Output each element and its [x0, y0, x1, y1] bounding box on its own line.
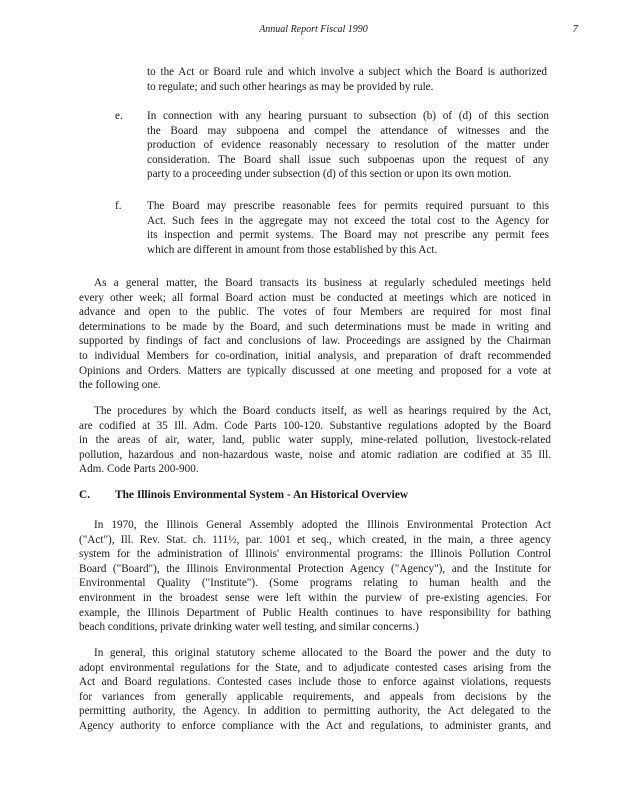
text-line: every other week; all formal Board action must be conducted at meetings which are noticed in	[79, 291, 551, 304]
text-line: the following one.	[79, 379, 161, 392]
running-header: Annual Report Fiscal 1990	[259, 24, 368, 35]
list-item-letter: f.	[115, 200, 122, 212]
section-heading	[79, 489, 408, 501]
section-title: The Illinois Environmental System - An Historical Overview	[115, 489, 409, 501]
text-line: for variances from generally applicable requirements, and appeals from decisions by the	[79, 690, 551, 703]
text-line: example, the Illinois Department of Public Health continues to have responsibility for bathing	[79, 606, 551, 619]
text-line: to individual Members for co-ordination, initial analysis, and preparation of draft recommended	[79, 349, 551, 362]
text-line: adopt environmental regulations for the State, and to adjudicate contested cases arising from the	[79, 661, 551, 674]
list-item-continuation	[147, 65, 547, 94]
paragraph-history	[79, 518, 551, 635]
section-letter: C.	[79, 489, 91, 501]
text-line: In general, this original statutory scheme allocated to the Board the power and the duty to	[94, 647, 551, 659]
text-line: Agency authority to enforce compliance with the Act and regulations, to administer grants, and	[79, 719, 551, 732]
text-line: which are different in amount from those established by this Act.	[147, 243, 438, 256]
text-line: system for the administration of Illinois' environmental programs: the Illinois Pollution Control	[79, 548, 551, 561]
text-line: As a general matter, the Board transacts its business at regularly scheduled meetings held	[94, 277, 551, 289]
text-line: In 1970, the Illinois General Assembly adopted the Illinois Environmental Protection Act	[94, 519, 551, 531]
text-line: are codified at 35 Ill. Adm. Code Parts 100-120. Substantive regulations adopted by the Board	[79, 419, 551, 432]
text-line: in the areas of air, water, land, public water supply, mine-related pollution, livestock-related	[79, 434, 551, 447]
text-line: consideration. The Board shall issue such subpoenas upon the request of any	[147, 153, 549, 166]
paragraph-procedures	[79, 404, 551, 477]
text-line: The Board may prescribe reasonable fees for permits required pursuant to this	[147, 200, 549, 212]
paragraph-general	[79, 646, 551, 734]
text-line: its inspection and permit systems. The Board may not prescribe any permit fees	[147, 229, 549, 242]
list-item-f	[147, 199, 549, 257]
text-line: The procedures by which the Board conducts itself, as well as hearings required by the Act,	[94, 405, 551, 417]
text-line: ("Act"), Ill. Rev. Stat. ch. 111½, par. 1001 et seq., which created, in the main, a three agency	[79, 533, 551, 546]
text-line: pollution, hazardous and non-hazardous waste, noise and atomic radiation are codified at 35 Ill.	[79, 448, 551, 461]
text-line: Environmental Quality ("Institute"). (Some programs relating to human health and the	[79, 577, 551, 590]
text-line: production of evidence reasonably necessary to resolution of the matter under	[147, 139, 549, 152]
list-item-e	[147, 109, 549, 182]
paragraph-general-matter	[79, 276, 551, 393]
text-line: Adm. Code Parts 200-900.	[79, 463, 199, 476]
text-line: Opinions and Orders. Matters are typically discussed at one meeting and proposed for a vote at	[79, 364, 551, 377]
text-line: In connection with any hearing pursuant to subsection (b) of (d) of this section	[147, 110, 549, 122]
text-line: beach conditions, private drinking water well testing, and similar concerns.)	[79, 621, 419, 634]
list-item-letter: e.	[115, 110, 123, 122]
text-line: Act. Such fees in the aggregate may not exceed the total cost to the Agency for	[147, 214, 549, 227]
text-line: to regulate; and such other hearings as may be provided by rule.	[147, 80, 434, 93]
text-line: to the Act or Board rule and which involve a subject which the Board is authorized	[147, 66, 547, 78]
text-line: Act and Board regulations. Contested cases include those to enforce against violations, requests	[79, 676, 551, 689]
text-line: Board ("Board"), the Illinois Environmental Protection Agency ("Agency"), and the Institute for	[79, 562, 551, 575]
text-line: permitting authority, the Agency. In addition to permitting authority, the Act delegated to the	[79, 705, 551, 718]
page-number: 7	[572, 23, 578, 35]
text-line: party to a proceeding under subsection (d) of this section or upon its own motion.	[147, 168, 512, 181]
text-line: environment in the broadest sense were left within the purview of pre-existing agencies. For	[79, 591, 551, 604]
text-line: advance and open to the public. The votes of four Members are required for most final	[79, 306, 551, 319]
text-line: supported by findings of fact and conclusions of law. Proceedings are assigned by the Chairman	[79, 335, 551, 348]
text-line: determinations to be made by the Board, and such determinations must be made in writing and	[79, 320, 551, 333]
text-line: the Board may subpoena and compel the attendance of witnesses and the	[147, 124, 549, 137]
